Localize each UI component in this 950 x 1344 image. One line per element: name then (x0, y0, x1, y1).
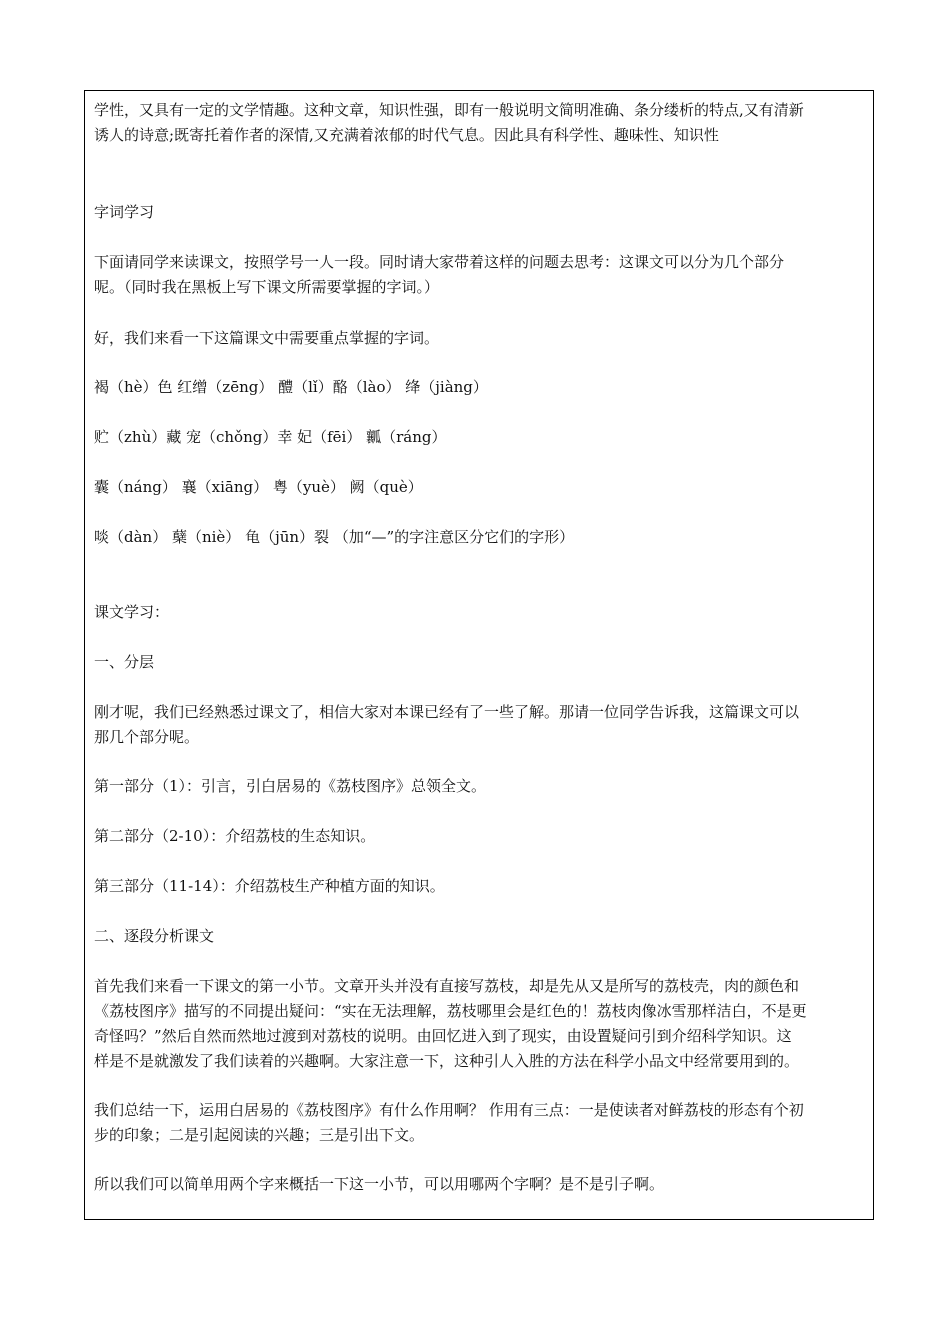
paragraph-first-section-analysis (94, 974, 807, 1074)
part-three (94, 874, 445, 899)
vocab-line-4 (94, 525, 574, 550)
text-line: 课文学习： (94, 603, 170, 621)
vocab-line-2 (94, 425, 447, 450)
text-line: 囊（náng） 襄（xiāng） 粤（yuè） 阙（què） (94, 478, 423, 496)
text-line: 字词学习 (94, 203, 155, 221)
text-line: 啖（dàn） 蘖（niè） 龟（jūn）裂 （加“—”的字注意区分它们的字形） (94, 528, 575, 546)
text-line: 呢。（同时我在黑板上写下课文所需要掌握的字词。） (94, 278, 440, 296)
paragraph-summary (94, 1098, 804, 1148)
text-line: 第二部分（2-10）：介绍荔枝的生态知识。 (94, 827, 376, 845)
vocab-line-3 (94, 475, 423, 500)
paragraph-reading-instruction (94, 250, 784, 300)
paragraph-layering-question (94, 700, 799, 750)
text-line: 奇怪吗？”然后自然而然地过渡到对荔枝的说明。由回忆进入到了现实，由设置疑问引到介绍科学知识。这 (94, 1027, 792, 1045)
text-line: 贮（zhù）藏 宠（chǒng）幸 妃（fēi） 瓤（ráng） (94, 428, 447, 446)
part-one (94, 774, 486, 799)
text-line: 所以我们可以简单用两个字来概括一下这一小节，可以用哪两个字啊？是不是引子啊。 (94, 1175, 665, 1193)
text-line: 好，我们来看一下这篇课文中需要重点掌握的字词。 (94, 329, 440, 347)
text-line: 我们总结一下，运用白居易的《荔枝图序》有什么作用啊？ 作用有三点：一是使读者对鲜荔枝的形态有个初 (94, 1101, 804, 1119)
text-line: 那几个部分呢。 (94, 728, 200, 746)
section-heading-vocabulary (94, 200, 154, 225)
section-heading-text-study (94, 600, 169, 625)
text-line: 样是不是就激发了我们读着的兴趣啊。大家注意一下，这种引人入胜的方法在科学小品文中经常要用到的。 (94, 1052, 800, 1070)
paragraph-conclusion (94, 1172, 664, 1197)
text-line: 褐（hè）色 红缯（zēng） 醴（lǐ）酪（lào） 绛（jiàng） (94, 378, 488, 396)
subheading-layering (94, 650, 154, 675)
text-line: 学性，又具有一定的文学情趣。这种文章，知识性强，即有一般说明文简明准确、条分缕析的特点,又有清新 (94, 101, 804, 119)
subheading-paragraph-analysis (94, 924, 214, 949)
vocab-line-1 (94, 375, 488, 400)
paragraph-intro (94, 98, 804, 148)
paragraph-vocab-intro (94, 326, 439, 351)
text-line: 刚才呢，我们已经熟悉过课文了，相信大家对本课已经有了一些了解。那请一位同学告诉我，这篇课文可以 (94, 703, 800, 721)
text-line: 步的印象；二是引起阅读的兴趣；三是引出下文。 (94, 1126, 425, 1144)
text-line: 第一部分（1）：引言，引白居易的《荔枝图序》总领全文。 (94, 777, 487, 795)
text-line: 《荔枝图序》描写的不同提出疑问：“实在无法理解，荔枝哪里会是红色的！荔枝肉像冰雪那样洁白，不是更 (94, 1002, 807, 1020)
text-line: 二、逐段分析课文 (94, 927, 215, 945)
text-line: 首先我们来看一下课文的第一小节。文章开头并没有直接写荔枝，却是先从又是所写的荔枝壳，肉的颜色和 (94, 977, 800, 995)
text-line: 诱人的诗意;既寄托着作者的深情,又充满着浓郁的时代气息。因此具有科学性、趣味性、知识性 (94, 126, 719, 144)
text-line: 下面请同学来读课文，按照学号一人一段。同时请大家带着这样的问题去思考：这课文可以分为几个部分 (94, 253, 785, 271)
text-line: 一、分层 (94, 653, 155, 671)
text-line: 第三部分（11-14）：介绍荔枝生产种植方面的知识。 (94, 877, 445, 895)
part-two (94, 824, 375, 849)
